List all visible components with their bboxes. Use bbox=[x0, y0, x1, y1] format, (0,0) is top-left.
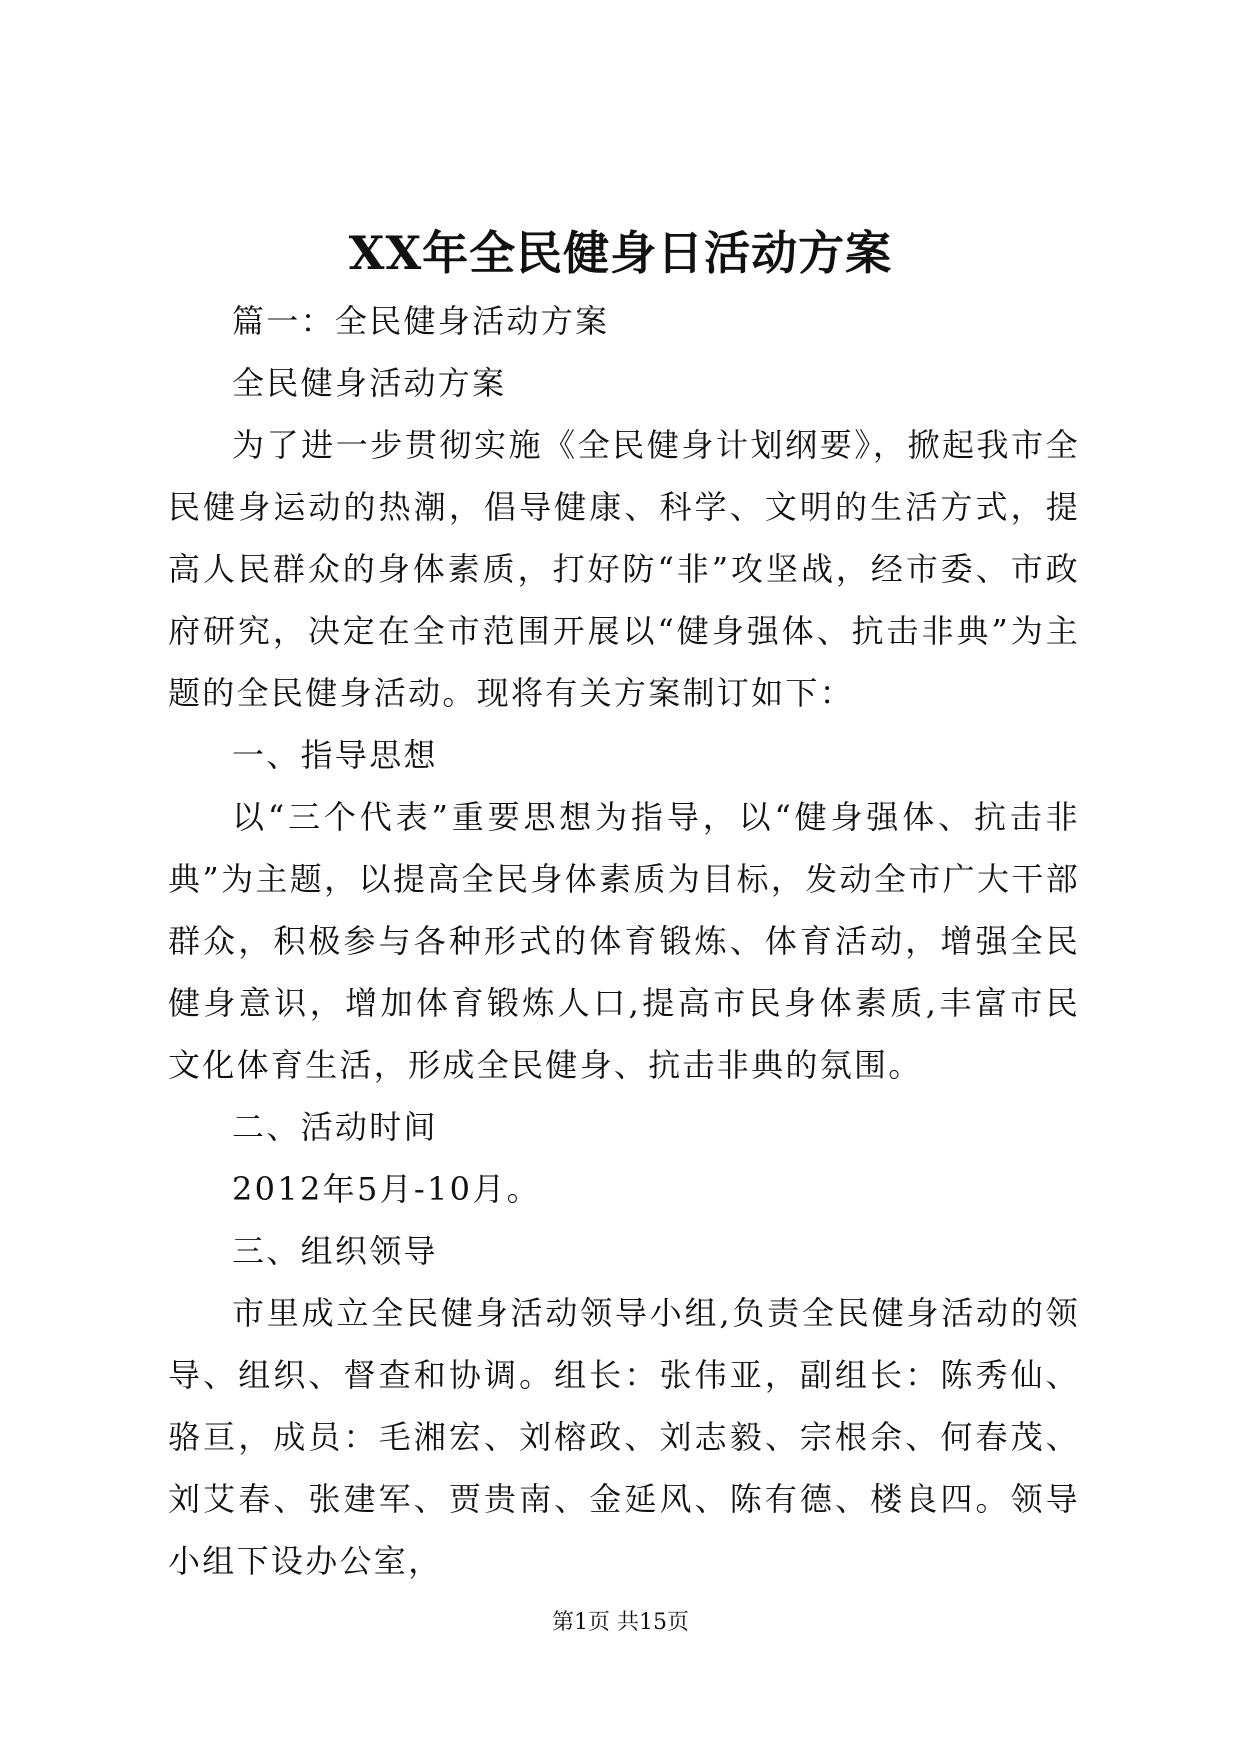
heading-organization: 三、组织领导 bbox=[232, 1232, 438, 1270]
page-number-footer: 第1页 共15页 bbox=[552, 1610, 689, 1635]
document-title: XX年全民健身日活动方案 bbox=[348, 226, 893, 280]
guiding-ideology-paragraph: 以“三个代表”重要思想为指导，以“健身强体、抗击非典”为主题，以提高全民身体素质为目标，发动全市广大干部群众，积极参与各种形式的体育锻炼、体育活动，增强全民健身意识，增加体育锻炼人口,提高市民身体素质,丰富市民文化体育生活，形成全民健身、抗击非典的氛围。 bbox=[168, 798, 1080, 1084]
heading-activity-time: 二、活动时间 bbox=[232, 1108, 438, 1146]
section-heading: 篇一：全民健身活动方案 bbox=[232, 302, 610, 340]
subtitle: 全民健身活动方案 bbox=[232, 364, 507, 402]
document-body bbox=[168, 290, 1080, 1592]
activity-time-paragraph: 2012年5月-10月。 bbox=[232, 1170, 541, 1208]
heading-guiding-ideology: 一、指导思想 bbox=[232, 736, 438, 774]
intro-paragraph: 为了进一步贯彻实施《全民健身计划纲要》，掀起我市全民健身运动的热潮，倡导健康、科学、文明的生活方式，提高人民群众的身体素质，打好防“非”攻坚战，经市委、市政府研究，决定在全市范围开展以“健身强体、抗击非典”为主题的全民健身活动。现将有关方案制订如下： bbox=[168, 426, 1080, 712]
organization-paragraph: 市里成立全民健身活动领导小组,负责全民健身活动的领导、组织、督查和协调。组长：张伟亚，副组长：陈秀仙、骆亘，成员：毛湘宏、刘榕政、刘志毅、宗根余、何春茂、刘艾春、张建军、贾贵南、金延风、陈有德、楼良四。领导小组下设办公室， bbox=[168, 1294, 1080, 1580]
